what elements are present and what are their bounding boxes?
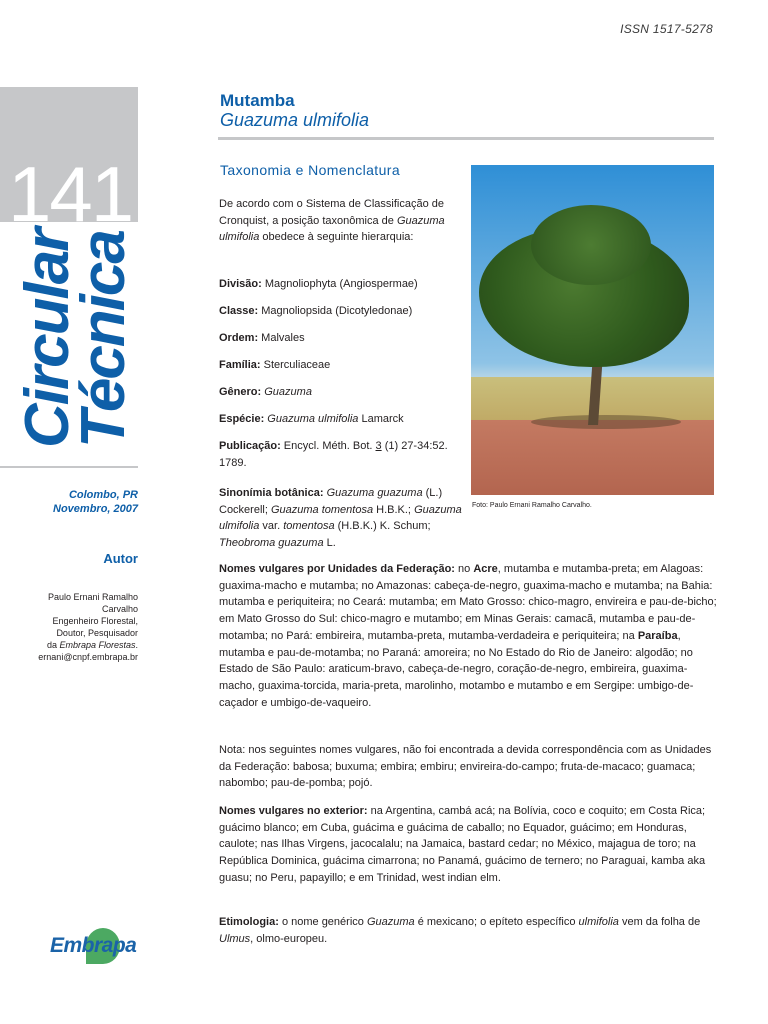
genero-label: Gênero:	[219, 386, 262, 398]
etimologia-ulmus: Ulmus	[219, 932, 251, 945]
sinonimia-4: H.B.K.;	[373, 503, 415, 516]
document-title	[220, 91, 369, 131]
publicacao-label: Publicação:	[219, 440, 281, 452]
etimologia-text-1: o nome genérico	[278, 916, 367, 928]
etimologia-label: Etimologia:	[219, 916, 279, 928]
especie-label: Espécie:	[219, 413, 265, 425]
place: Colombo, PR	[68, 489, 138, 501]
place-date	[8, 488, 138, 516]
nomes-exterior-label: Nomes vulgares no exterior:	[219, 805, 368, 817]
sinonimia-1: Guazuma guazuma	[323, 487, 423, 499]
author-role-1: Engenheiro Florestal,	[52, 616, 138, 626]
publicacao-volume: 3	[375, 440, 382, 452]
author-email[interactable]: ernani@cnpf.embrapa.br	[38, 652, 138, 662]
photo-ground	[471, 420, 714, 495]
nomes-uf-acre: Acre	[473, 563, 498, 575]
genero-value: Guazuma	[261, 386, 312, 398]
author-org	[8, 639, 138, 651]
author-info	[8, 591, 138, 663]
series-number: 141	[8, 150, 133, 222]
divisao-value: Magnoliophyta (Angiospermae)	[261, 278, 418, 290]
issn-number: ISSN 1517-5278	[620, 22, 713, 36]
nomes-exterior-paragraph	[219, 803, 717, 887]
author-org-suffix: .	[135, 640, 138, 650]
intro-paragraph	[219, 196, 465, 246]
taxon-ordem	[219, 330, 465, 347]
sinonimia-7: tomentosa	[283, 520, 335, 533]
nomes-exterior-text: na Argentina, cambá acá; na Bolívia, coco e coquito; em Costa Rica; guácimo blanco; em Cuba, guácima e guácima de caballo; no Equador, guácimo; em Honduras, caulote; nas Ilhas Virgens, jacocalalu; na Jamaica, bastard cedar; no México, majagua de toro; na República Dominica, guácima cimarrona; no Panamá, guácimo de ternero; no Paraguai, kamba aka guasu; no Peru, papayillo; e em Trinidad, west indian elm.	[219, 805, 706, 884]
author-org-name: Embrapa Florestas	[59, 640, 136, 650]
etimologia-text-4: , olmo-europeu.	[250, 932, 328, 945]
classe-value: Magnoliopsida (Dicotyledonae)	[258, 305, 413, 317]
title-scientific-name: Guazuma ulmifolia	[220, 110, 370, 130]
taxon-especie	[219, 411, 465, 428]
sinonimia-6: var.	[259, 520, 284, 533]
intro-text-2: obedece à seguinte hierarquia:	[259, 231, 414, 244]
sinonimia-paragraph	[219, 485, 465, 552]
etimologia-species: ulmifolia	[578, 916, 619, 928]
author-role-2: Doutor, Pesquisador	[56, 628, 138, 638]
sinonimia-2: (L.) Cockerell;	[219, 487, 443, 516]
taxon-divisao	[219, 276, 465, 293]
publicacao-text-2: (1) 27-34:52. 1789.	[219, 440, 448, 469]
sinonimia-3: Guazuma tomentosa	[270, 503, 374, 516]
photo-shadow	[531, 415, 681, 429]
ordem-value: Malvales	[258, 332, 305, 344]
series-title	[13, 48, 160, 448]
series-title-line2: Técnica	[69, 231, 138, 448]
etimologia-paragraph	[219, 914, 717, 947]
nomes-uf-paraiba: Paraíba	[637, 629, 678, 642]
taxon-genero	[219, 384, 465, 401]
date: Novembro, 2007	[53, 503, 138, 515]
tree-photo	[471, 165, 714, 495]
title-divider	[218, 137, 714, 140]
photo-credit: Foto: Paulo Ernani Ramalho Carvalho.	[472, 502, 592, 509]
author-org-prefix: da	[46, 640, 60, 650]
ordem-label: Ordem:	[219, 332, 259, 344]
taxon-publicacao	[219, 438, 465, 471]
nomes-uf-text-2: , mutamba e mutamba-preta; em Alagoas: guaxima-macho e mutamba; no Amazonas: cabeça-de-negro, guaxima-macho e mutamba; na Bahia: mutamba e periquiteira; no Ceará: mutamba; em Mato Grosso: chico-magro, envireira e pau-de-bicho; em Mato Grosso do Sul: chico-magro e mutambo; em Minas Gerais: camacã, mutamba e pau-de-motamba; no Pará: embireira, mutamba-preta, mutamba-verdadeira e periquiteira; na	[219, 563, 717, 642]
etimologia-text-3: vem da folha de	[618, 916, 701, 928]
embrapa-logo	[50, 930, 142, 968]
sinonimia-8: (H.B.K.) K. Schum;	[334, 520, 431, 533]
nomes-uf-text-1: no	[454, 563, 474, 575]
sinonimia-5: Guazuma ulmifolia	[219, 503, 462, 533]
author-heading: Autor	[103, 551, 138, 566]
logo-text: Embrapa	[50, 934, 137, 957]
series-title-line1: Circular	[13, 229, 82, 448]
nomes-uf-paragraph	[219, 561, 717, 711]
photo-canopy-top	[531, 205, 651, 285]
sinonimia-10: L.	[323, 537, 336, 550]
left-divider	[0, 466, 138, 468]
nomes-uf-text-3: , mutamba e pau-de-motamba; no Paraná: amoreira; no No Estado do Rio de Janeiro: algodão; no Estado de São Paulo: araticum-bravo, cabeça-de-negro, coração-de-negro, embireira, guaxima-macho, guaxima-torcida, maria-preta, marolinho, motambo e mutambo e em Sergipe: umbigo-de-caçador e umbigo-de-vaqueiro.	[219, 629, 694, 709]
intro-text-1: De acordo com o Sistema de Classificação de Cronquist, a posição taxonômica de	[219, 198, 444, 227]
publicacao-text-1: Encycl. Méth. Bot.	[280, 440, 376, 452]
intro-species: Guazuma ulmifolia	[219, 214, 445, 244]
taxon-classe	[219, 303, 465, 320]
sinonimia-9: Theobroma guazuma	[219, 537, 324, 550]
especie-name: Guazuma ulmifolia	[264, 413, 359, 425]
author-name-2: Carvalho	[101, 604, 138, 614]
nomes-uf-label: Nomes vulgares por Unidades da Federação:	[219, 563, 455, 575]
title-common-name: Mutamba	[220, 91, 295, 110]
etimologia-text-2: é mexicano; o epíteto específico	[414, 916, 579, 928]
section-heading: Taxonomia e Nomenclatura	[220, 162, 401, 178]
divisao-label: Divisão:	[219, 278, 262, 290]
taxon-familia	[219, 357, 465, 374]
sinonimia-label: Sinonímia botânica:	[219, 487, 324, 499]
familia-value: Sterculiaceae	[260, 359, 331, 371]
familia-label: Família:	[219, 359, 261, 371]
especie-author: Lamarck	[358, 413, 404, 425]
classe-label: Classe:	[219, 305, 259, 317]
etimologia-genus: Guazuma	[366, 916, 415, 928]
nota-paragraph: Nota: nos seguintes nomes vulgares, não foi encontrada a devida correspondência com as Unidades da Federação: babosa; buxuma; embira; embiru; envireira-do-campo; fruta-de-macaco; guamaca; nabombo; pau-de-pomba; pojó.	[219, 744, 712, 790]
author-name-1: Paulo Ernani Ramalho	[47, 592, 138, 602]
